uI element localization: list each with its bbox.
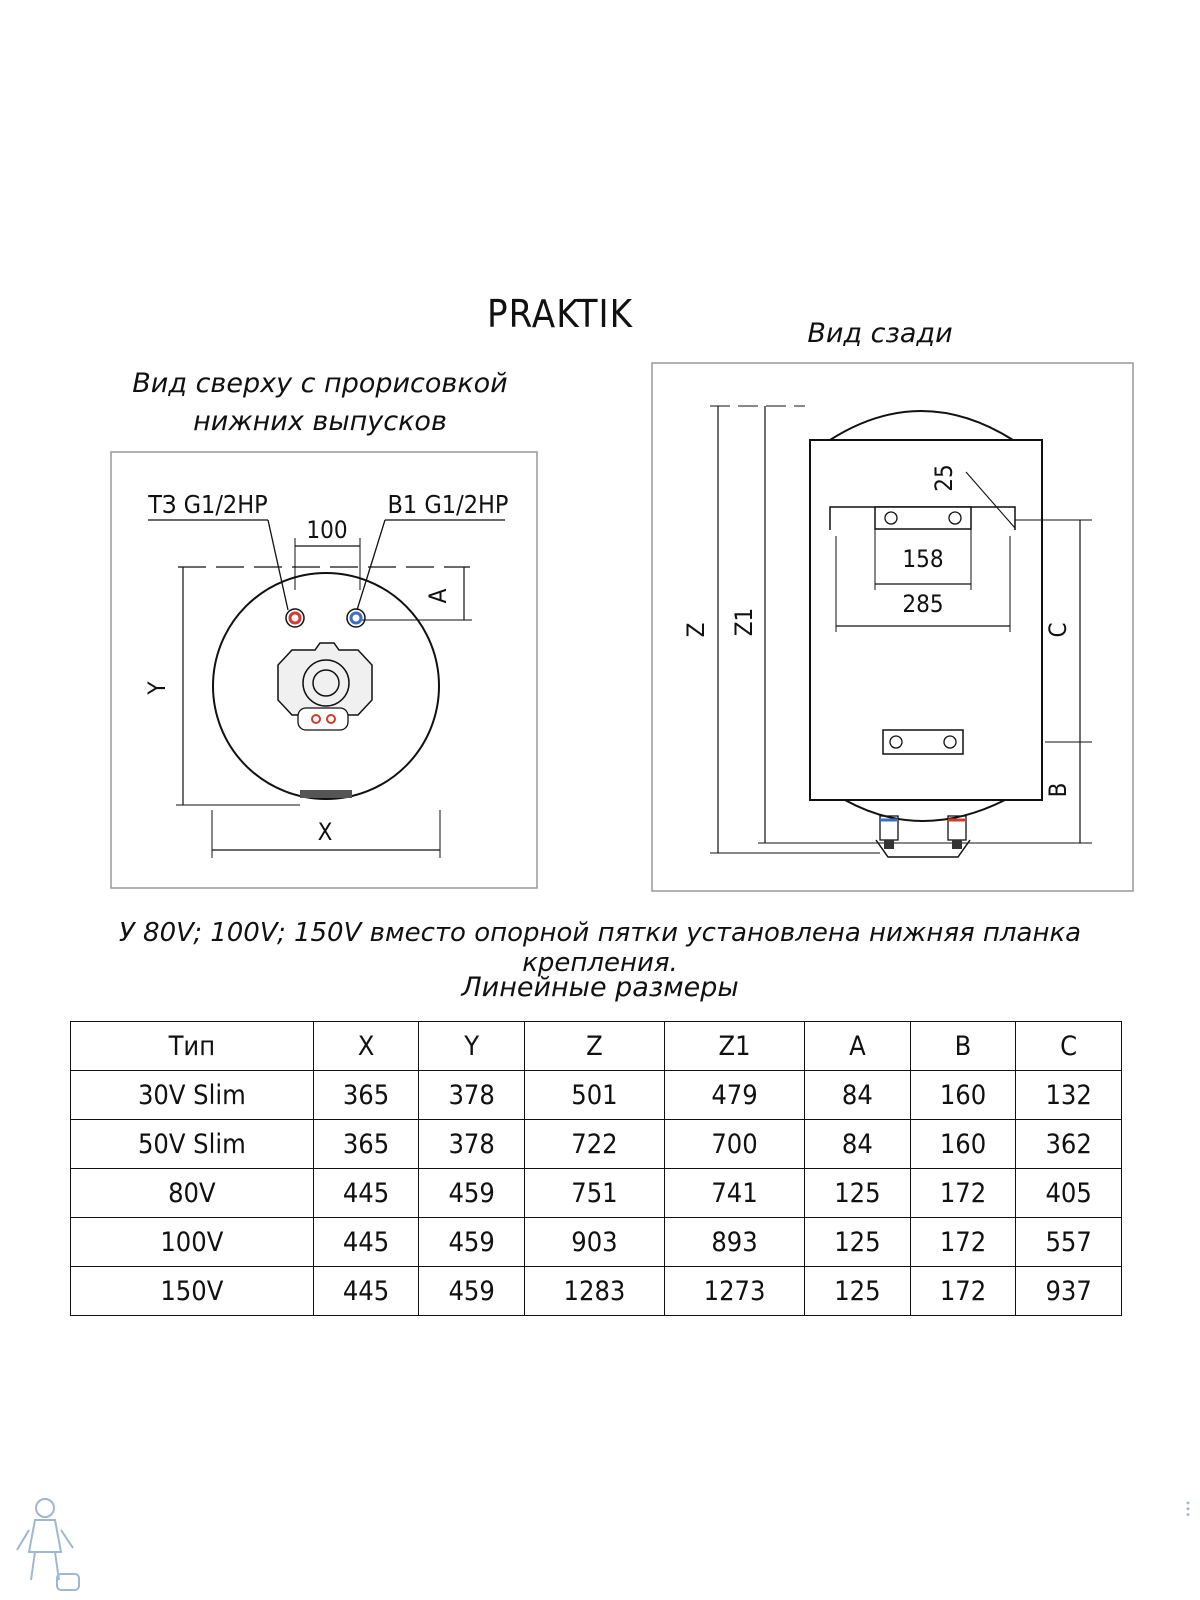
table-cell: 125 — [805, 1169, 911, 1218]
table-cell: 365 — [313, 1120, 419, 1169]
table-cell: 365 — [313, 1071, 419, 1120]
a-dim-label: A — [424, 588, 452, 604]
table-cell: 445 — [313, 1267, 419, 1316]
table-cell: 80V — [71, 1169, 314, 1218]
table-cell: 479 — [665, 1071, 805, 1120]
diagram-title: PRAKTIK — [486, 292, 634, 336]
table-cell: 160 — [910, 1120, 1016, 1169]
table-cell: 557 — [1016, 1218, 1122, 1267]
top-view-caption-line1: Вид сверху с прорисовкой — [132, 368, 508, 399]
table-header-cell: A — [805, 1022, 911, 1071]
hot-outlet-label: ТЗ G1/2НР — [148, 490, 268, 519]
table-row — [71, 1218, 1122, 1267]
bottom-mounting-plate — [883, 730, 963, 754]
pipe-spacing-value: 100 — [306, 516, 348, 544]
table-header-cell: Z — [524, 1022, 664, 1071]
table-cell: 741 — [665, 1169, 805, 1218]
table-row — [71, 1120, 1122, 1169]
z-dim-label: Z — [682, 622, 710, 638]
z1-dim-label: Z1 — [730, 607, 758, 637]
top-bracket-plate — [875, 507, 971, 529]
table-cell: 445 — [313, 1218, 419, 1267]
table-header-row — [71, 1022, 1122, 1071]
table-cell: 84 — [805, 1120, 911, 1169]
table-header-cell: C — [1016, 1022, 1122, 1071]
table-cell: 132 — [1016, 1071, 1122, 1120]
table-header-cell: X — [313, 1022, 419, 1071]
offset-25-leader — [966, 472, 1015, 528]
table-cell: 50V Slim — [71, 1120, 314, 1169]
table-header-cell: Тип — [71, 1022, 314, 1071]
y-dim-label: Y — [143, 681, 171, 695]
table-header-cell: Z1 — [665, 1022, 805, 1071]
offset-25-label: 25 — [930, 464, 958, 492]
outer-dim-value: 285 — [902, 590, 944, 618]
table-header-cell: Y — [419, 1022, 525, 1071]
table-cell: 84 — [805, 1071, 911, 1120]
table-cell: 172 — [910, 1218, 1016, 1267]
table-caption: Линейные размеры — [461, 972, 739, 1003]
cold-inlet-label: В1 G1/2НР — [387, 490, 509, 519]
dimensions-table — [70, 1021, 1122, 1316]
x-dim-label: X — [317, 818, 333, 846]
table-cell: 160 — [910, 1071, 1016, 1120]
table-row — [71, 1267, 1122, 1316]
hot-fitting — [952, 840, 962, 849]
table-cell: 700 — [665, 1120, 805, 1169]
table-cell: 1273 — [665, 1267, 805, 1316]
table-cell: 459 — [419, 1169, 525, 1218]
table-cell: 150V — [71, 1267, 314, 1316]
table-cell: 405 — [1016, 1169, 1122, 1218]
b-dim-label: B — [1044, 782, 1072, 798]
table-cell: 378 — [419, 1120, 525, 1169]
plumber-logo-watermark — [5, 1490, 85, 1600]
table-cell: 937 — [1016, 1267, 1122, 1316]
table-cell: 459 — [419, 1267, 525, 1316]
table-cell: 501 — [524, 1071, 664, 1120]
table-cell: 1283 — [524, 1267, 664, 1316]
inner-dim-value: 158 — [902, 545, 944, 573]
table-cell: 172 — [910, 1169, 1016, 1218]
table-cell: 722 — [524, 1120, 664, 1169]
tank-bottom-dome — [845, 800, 1005, 821]
table-cell: 459 — [419, 1218, 525, 1267]
table-row — [71, 1071, 1122, 1120]
table-cell: 378 — [419, 1071, 525, 1120]
table-cell: 893 — [665, 1218, 805, 1267]
cold-fitting — [884, 840, 894, 849]
table-cell: 445 — [313, 1169, 419, 1218]
table-cell: 125 — [805, 1267, 911, 1316]
top-view-caption-line2: нижних выпусков — [193, 406, 447, 437]
tank-top-dome — [830, 411, 1013, 440]
table-cell: 903 — [524, 1218, 664, 1267]
rear-view-caption: Вид сзади — [807, 318, 953, 349]
table-cell: 30V Slim — [71, 1071, 314, 1120]
mounting-note: У 80V; 100V; 150V вместо опорной пятки установлена нижняя планка крепления. — [118, 918, 1082, 978]
watermark-text: ••• — [1181, 1500, 1194, 1518]
table-cell: 172 — [910, 1267, 1016, 1316]
c-dim-label: C — [1044, 622, 1072, 638]
table-cell: 100V — [71, 1218, 314, 1267]
table-header-cell: B — [910, 1022, 1016, 1071]
table-row — [71, 1169, 1122, 1218]
table-cell: 362 — [1016, 1120, 1122, 1169]
table-cell: 751 — [524, 1169, 664, 1218]
table-cell: 125 — [805, 1218, 911, 1267]
